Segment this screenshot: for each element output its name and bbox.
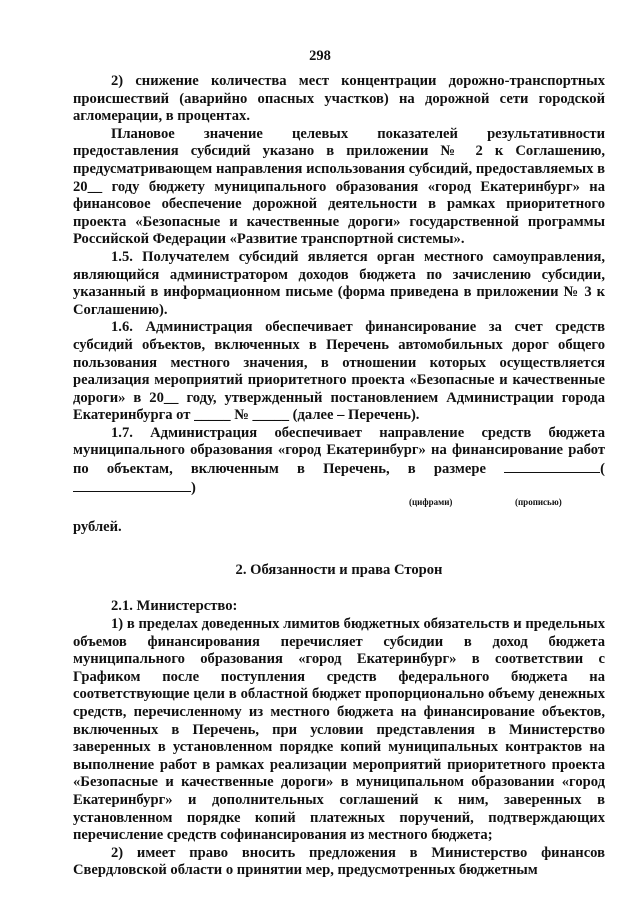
paragraph-2-1-item-2: 2) имеет право вносить предложения в Министерство финансов Свердловской области о принятии мер, предусмотренных бюджетным	[73, 844, 605, 879]
paragraph-planned-value: Плановое значение целевых показателей результативности предоставления субсидий указано в приложении № 2 к Соглашению, предусматривающем направления использования субсидий, предоставляемых в 20__ году бюджету муниципального образования «город Екатеринбург» на финансовое обеспечение дорожной деятельности в рамках приоритетного проекта «Безопасные и качественные дороги» государственной программы Российской Федерации «Развитие транспортной системы».	[73, 125, 605, 248]
paragraph-reduction-item: 2) снижение количества мест концентрации дорожно-транспортных происшествий (аварийно опасных участков) на дорожной сети городской агломерации, в процентах.	[73, 73, 605, 125]
close-paren: )	[191, 479, 196, 496]
paragraph-1-7	[73, 425, 605, 497]
amount-digits-blank	[504, 460, 600, 473]
paragraph-1-5: 1.5. Получателем субсидий является орган местного самоуправления, являющийся администратором доходов бюджета по зачислению субсидии, указанный в информационном письме (форма приведена в приложении № 3 к Соглашению).	[73, 248, 605, 318]
caption-words: (прописью)	[515, 497, 562, 508]
section-heading: 2. Обязанности и права Сторон	[235, 561, 443, 578]
caption-digits: (цифрами)	[409, 497, 453, 508]
paragraph-1-7-text: 1.7. Администрация обеспечивает направление средств бюджета муниципального образования «город Екатеринбург» на финансирование работ по объектам, включенным в Перечень, в размере	[73, 424, 605, 478]
paragraph-1-6: 1.6. Администрация обеспечивает финансирование за счет средств субсидий объектов, включенных в Перечень автомобильных дорог общего пользования местного значения, в отношении которых осуществляется реализация мероприятий приоритетного проекта «Безопасные и качественные дороги» в 20__ году, утвержденный постановлением Администрации города Екатеринбурга от _____ № _____ (далее – Перечень).	[73, 319, 605, 424]
document-body	[73, 73, 605, 880]
amount-words-blank	[73, 479, 191, 492]
rubles-word: рублей.	[73, 519, 122, 536]
paragraph-2-1-item-1: 1) в пределах доведенных лимитов бюджетных обязательств и предельных объемов финансирования перечисляет субсидии в доход бюджета муниципального образования «город Екатеринбург» в соответствии с Графиком после поступления средств федерального бюджета на соответствующие цели в областной бюджет пропорционально объему денежных средств, перечисленному из местного бюджета на финансирование объектов, включенных в Перечень, при условии представления в Министерство заверенных в установленном порядке копий муниципальных контрактов на выполнение работ в рамках реализации мероприятий приоритетного проекта «Безопасные и качественные дороги» в муниципальном образовании «город Екатеринбург» и дополнительных соглашений к ним, заверенных в установленном порядке копий платежных поручений, подтверждающих перечисление средств софинансирования из местного бюджета;	[73, 616, 605, 844]
paragraph-2-1: 2.1. Министерство:	[111, 598, 238, 615]
blank-captions	[73, 497, 605, 511]
page-number: 298	[309, 48, 331, 64]
open-paren: (	[600, 461, 605, 478]
